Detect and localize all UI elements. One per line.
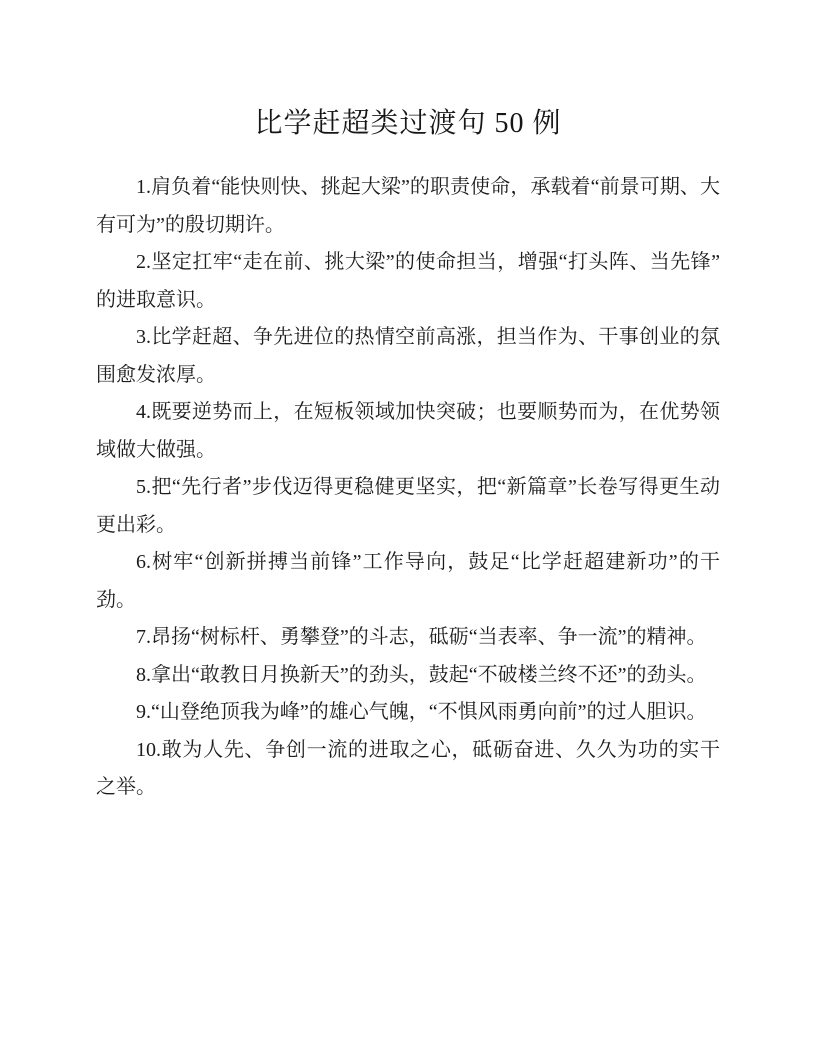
list-item-9: 9.“山登绝顶我为峰”的雄心气魄，“不惧风雨勇向前”的过人胆识。	[136, 701, 707, 723]
list-item-6: 6.树牢“创新拼搏当前锋”工作导向，鼓足“比学赶超建新功”的干劲。	[96, 551, 720, 611]
list-item-7: 7.昂扬“树标杆、勇攀登”的斗志，砥砺“当表率、争一流”的精神。	[136, 626, 707, 648]
document-body	[96, 169, 720, 807]
list-item-10: 10.敢为人先、争创一流的进取之心，砥砺奋进、久久为功的实干之举。	[96, 738, 720, 798]
list-item-1: 1.肩负着“能快则快、挑起大梁”的职责使命，承载着“前景可期、大有可为”的殷切期许。	[96, 176, 720, 236]
list-item-8: 8.拿出“敢教日月换新天”的劲头，鼓起“不破楼兰终不还”的劲头。	[136, 663, 707, 686]
list-item-4: 4.既要逆势而上，在短板领域加快突破；也要顺势而为，在优势领域做大做强。	[96, 401, 720, 461]
list-item-3: 3.比学赶超、争先进位的热情空前高涨，担当作为、干事创业的氛围愈发浓厚。	[96, 326, 720, 386]
list-item-2: 2.坚定扛牢“走在前、挑大梁”的使命担当，增强“打头阵、当先锋”的进取意识。	[96, 251, 720, 311]
list-item-5: 5.把“先行者”步伐迈得更稳健更坚实，把“新篇章”长卷写得更生动更出彩。	[96, 476, 720, 536]
document-title: 比学赶超类过渡句 50 例	[254, 108, 562, 139]
